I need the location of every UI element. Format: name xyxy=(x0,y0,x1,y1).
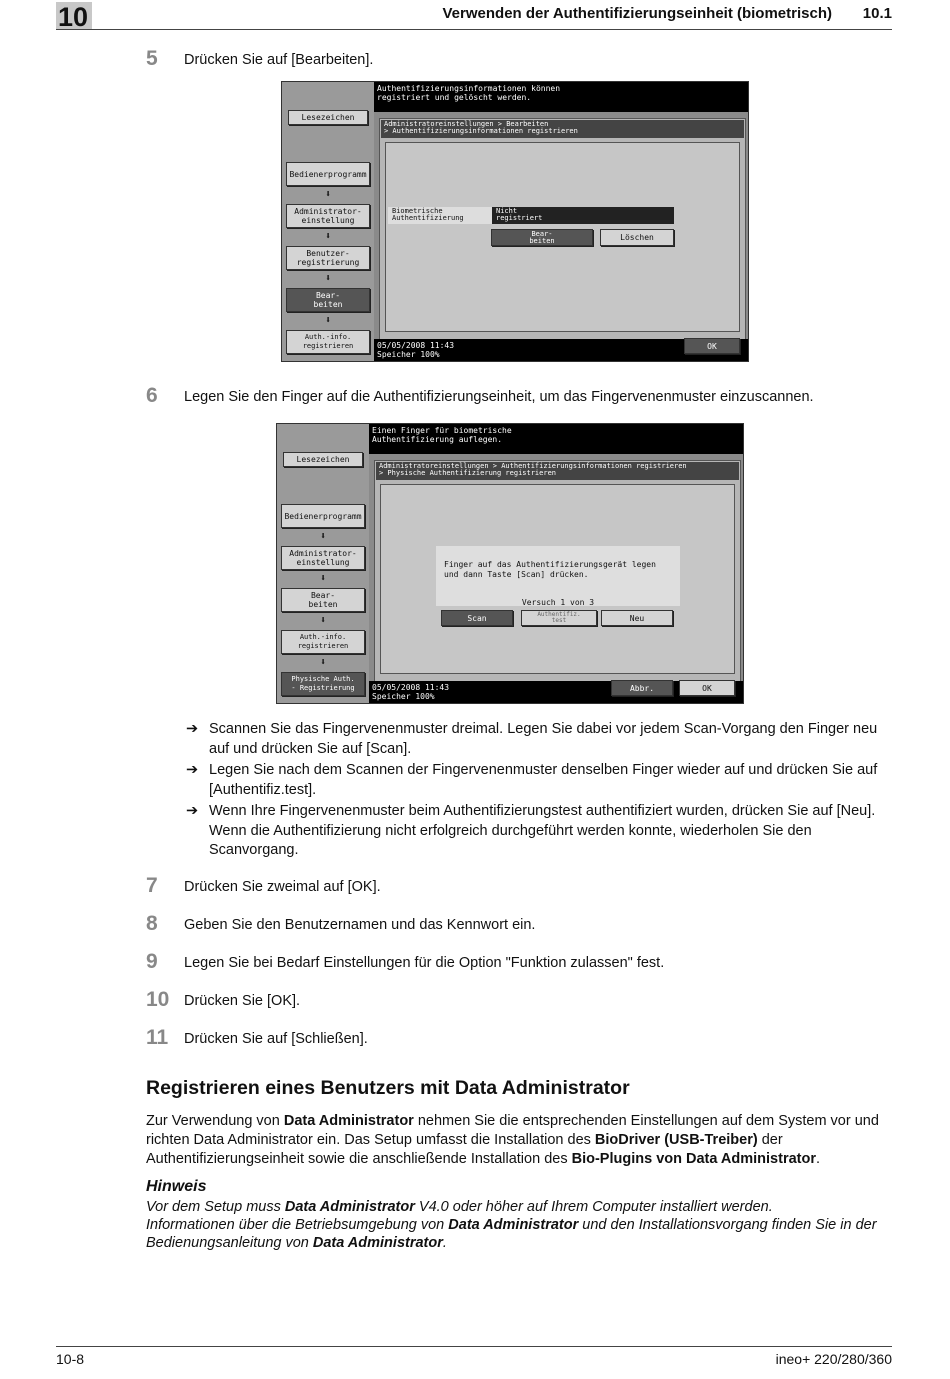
delete-button[interactable]: Löschen xyxy=(600,229,674,246)
arrow-down-icon: ⬇ xyxy=(324,189,332,200)
nav-bedienerprogramm[interactable]: Bedienerprogramm xyxy=(281,504,365,528)
text-run-bold: Data Administrator xyxy=(283,1113,414,1129)
step-11 xyxy=(146,1026,906,1055)
note-title: Hinweis xyxy=(146,1178,207,1195)
bookmark-button[interactable]: Lesezeichen xyxy=(288,110,368,125)
header-title: Verwenden der Authentifizierungseinheit (biometrisch) xyxy=(442,5,832,22)
step-text: Geben Sie den Benutzernamen und das Kennwort ein. xyxy=(184,917,536,933)
step-5 xyxy=(146,47,906,76)
step-10 xyxy=(146,988,906,1017)
step-8 xyxy=(146,912,906,941)
bullet-text: Legen Sie nach dem Scannen der Fingervenenmuster denselben Finger wieder auf und drücken Sie auf [Authentifiz.test]. xyxy=(209,762,878,798)
authentifiz-test-button[interactable]: Authentifiz. test xyxy=(521,610,597,626)
new-button[interactable]: Neu xyxy=(601,610,673,626)
step-number: 8 xyxy=(146,912,158,935)
screen-message: Einen Finger für biometrische Authentifizierung auflegen. xyxy=(369,424,743,454)
step-text: Drücken Sie auf [Schließen]. xyxy=(184,1031,368,1047)
text-run: V4.0 oder höher auf Ihrem Computer installiert werden. xyxy=(414,1199,773,1215)
nav-bedienerprogramm[interactable]: Bedienerprogramm xyxy=(286,162,370,186)
text-run-bold: Data Administrator xyxy=(312,1235,443,1251)
chapter-number: 10 xyxy=(58,2,89,32)
header-rule xyxy=(56,29,892,30)
product-name: ineo+ 220/280/360 xyxy=(775,1351,892,1367)
text-run: Vor dem Setup muss xyxy=(146,1199,285,1215)
step-text: Drücken Sie zweimal auf [OK]. xyxy=(184,879,381,895)
field-value-status: Nicht registriert xyxy=(492,207,674,224)
text-run: und den Installationsvorgang finden Sie in der Bedienungsanleitung von xyxy=(146,1217,877,1251)
step-text: Drücken Sie [OK]. xyxy=(184,993,301,1009)
breadcrumb: Administratoreinstellungen > Authentifizierungsinformationen registrieren > Physische Authentifizierung registrieren xyxy=(376,462,739,480)
arrow-down-icon: ⬇ xyxy=(319,657,327,668)
screen-message: Authentifizierungsinformationen können registriert und gelöscht werden. xyxy=(374,82,748,112)
section-title: Registrieren eines Benutzers mit Data Administrator xyxy=(146,1077,630,1099)
field-label-biometric: Biometrische Authentifizierung xyxy=(388,207,492,224)
breadcrumb: Administratoreinstellungen > Bearbeiten > Authentifizierungsinformationen registrieren xyxy=(381,120,744,138)
nav-auth-info-registrieren[interactable]: Auth.-info. registrieren xyxy=(286,330,370,354)
step-number: 7 xyxy=(146,874,158,897)
text-run: der Authentifizierungseinheit sowie die anschließende Installation des xyxy=(146,1132,783,1167)
bookmark-button[interactable]: Lesezeichen xyxy=(283,452,363,467)
step-number: 10 xyxy=(146,988,170,1011)
arrow-down-icon: ⬇ xyxy=(324,315,332,326)
step-number: 11 xyxy=(146,1026,169,1049)
status-bar: 05/05/2008 11:43 Speicher 100% xyxy=(369,681,743,703)
dialog-text: Finger auf das Authentifizierungsgerät legen und dann Taste [Scan] drücken. xyxy=(444,560,656,579)
nav-bearbeiten[interactable]: Bear- beiten xyxy=(286,288,370,312)
scan-instruction-dialog xyxy=(436,546,680,606)
ok-button[interactable]: OK xyxy=(679,680,735,696)
control-panel-screenshot-scan xyxy=(276,423,744,704)
bullet-text: Scannen Sie das Fingervenenmuster dreimal. Legen Sie dabei vor jedem Scan-Vorgang den Finger neu auf und drücken Sie auf [Scan]. xyxy=(209,721,878,757)
text-run: Informationen über die Betriebsumgebung von xyxy=(146,1217,449,1233)
bullet-list xyxy=(186,720,898,863)
step-text: Legen Sie den Finger auf die Authentifizierungseinheit, um das Fingervenenmuster einzuscannen. xyxy=(184,389,814,405)
text-run: . xyxy=(442,1235,447,1251)
text-run-bold: Data Administrator xyxy=(448,1217,579,1233)
bullet-item xyxy=(186,720,898,759)
arrow-down-icon: ⬇ xyxy=(319,573,327,584)
step-number: 5 xyxy=(146,47,158,70)
nav-benutzerregistrierung[interactable]: Benutzer- registrierung xyxy=(286,246,370,270)
arrow-down-icon: ⬇ xyxy=(319,531,327,542)
arrow-right-icon: ➔ xyxy=(186,803,199,819)
ok-button[interactable]: OK xyxy=(684,338,740,354)
header-section: 10.1 xyxy=(862,5,892,22)
bullet-item xyxy=(186,802,898,861)
arrow-right-icon: ➔ xyxy=(186,721,199,737)
section-paragraph xyxy=(146,1112,902,1169)
bullet-text: Wenn Ihre Fingervenenmuster beim Authentifizierungstest authentifiziert wurden, drücken Sie auf [Neu]. Wenn die Authentifizierung nicht erfolgreich durchgeführt werden konnte, wiederholen Sie den Scanvorgang. xyxy=(209,803,876,858)
arrow-down-icon: ⬇ xyxy=(324,273,332,284)
note-text xyxy=(146,1198,902,1252)
text-run: Zur Verwendung von xyxy=(146,1113,284,1129)
arrow-down-icon: ⬇ xyxy=(319,615,327,626)
step-9 xyxy=(146,950,906,979)
nav-administratoreinstellung[interactable]: Administrator- einstellung xyxy=(286,204,370,228)
arrow-right-icon: ➔ xyxy=(186,762,199,778)
nav-auth-info-registrieren[interactable]: Auth.-info. registrieren xyxy=(281,630,365,654)
edit-button[interactable]: Bear- beiten xyxy=(491,229,593,246)
step-7 xyxy=(146,874,906,903)
nav-physische-auth-registrierung[interactable]: Physische Auth. - Registrierung xyxy=(281,672,365,696)
arrow-down-icon: ⬇ xyxy=(324,231,332,242)
status-bar: 05/05/2008 11:43 Speicher 100% xyxy=(374,339,748,361)
text-run: . xyxy=(815,1151,821,1167)
control-panel-screenshot-edit xyxy=(281,81,749,362)
scan-button[interactable]: Scan xyxy=(441,610,513,626)
text-run: nehmen Sie die entsprechenden Einstellungen auf dem System vor und richten Data Administrator ein. Das Setup umfasst die Installation des xyxy=(146,1113,879,1148)
page-number: 10-8 xyxy=(56,1351,85,1367)
text-run-bold: Data Administrator xyxy=(284,1199,415,1215)
step-text: Drücken Sie auf [Bearbeiten]. xyxy=(184,52,374,68)
bullet-item xyxy=(186,761,898,800)
step-number: 9 xyxy=(146,950,158,973)
step-number: 6 xyxy=(146,384,158,407)
nav-bearbeiten[interactable]: Bear- beiten xyxy=(281,588,365,612)
cancel-button[interactable]: Abbr. xyxy=(611,680,673,696)
step-text: Legen Sie bei Bedarf Einstellungen für die Option "Funktion zulassen" fest. xyxy=(184,955,665,971)
nav-administratoreinstellung[interactable]: Administrator- einstellung xyxy=(281,546,365,570)
footer-rule xyxy=(56,1346,892,1347)
text-run-bold: BioDriver (USB-Treiber) xyxy=(594,1132,758,1148)
step-6 xyxy=(146,384,906,413)
text-run-bold: Bio-Plugins von Data Administrator xyxy=(571,1151,816,1167)
attempt-counter: Versuch 1 von 3 xyxy=(521,598,595,607)
